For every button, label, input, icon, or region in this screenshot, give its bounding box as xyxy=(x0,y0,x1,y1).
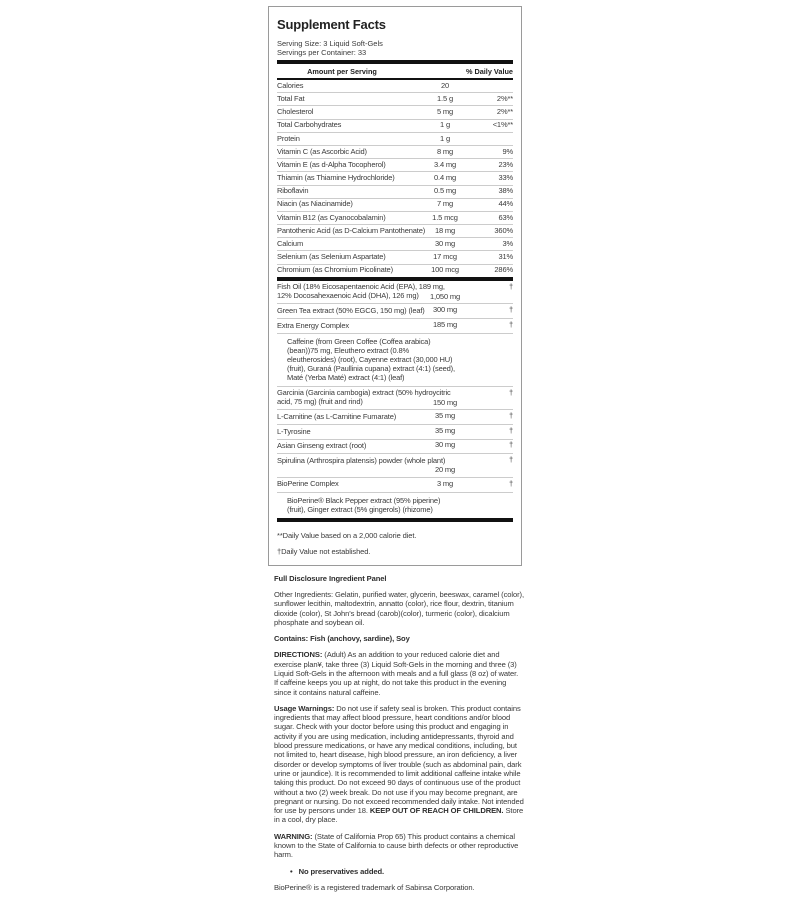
nutrient-daily-value: 31% xyxy=(498,252,513,262)
usage-warnings-text: Do not use if safety seal is broken. This product contains ingredients that may affect blood pressure, heart conditions and/or blood sugar. Check with your doctor before using this product and engaging in activity if you are using medication, including antidepressants, thyroid and blood pressure medications, or have any medical conditions, including, but not limited to, heart disease, high blood pressure, an iron deficiency, a liver disorder or develop symptoms of liver trouble (such as abdominal pain, dark urine or jaundice). It is recommended to limit additional caffeine intake while taking this product. Do not exceed 90 days of continuous use of the product without a two (2) week break. Do not use if you may become pregnant, are pregnant or nursing. Do not exceed recommended daily intake. Not intended for use by persons under 18. xyxy=(274,703,524,816)
botanical-name: Garcinia (Garcinia cambogia) extract (50% hydroycitric xyxy=(277,388,451,398)
botanical-name: Asian Ginseng extract (root) xyxy=(277,441,367,451)
nutrient-daily-value: 9% xyxy=(502,146,513,156)
nutrient-row xyxy=(277,237,513,250)
storage-text: Store in a cool, dry place. xyxy=(274,806,524,825)
nutrient-row xyxy=(277,132,513,145)
botanical-name: Spirulina (Arthrospira platensis) powder (whole plant) xyxy=(277,456,446,466)
botanical-row-l-carnitine xyxy=(277,410,513,425)
contains-statement: Contains: Fish (anchovy, sardine), Soy xyxy=(274,634,410,644)
botanical-table xyxy=(277,281,513,518)
nutrient-daily-value: 63% xyxy=(498,212,513,222)
full-disclosure-heading: Full Disclosure Ingredient Panel xyxy=(274,573,387,583)
botanical-name: Extra Energy Complex xyxy=(277,320,350,330)
botanical-name: L-Tyrosine xyxy=(277,426,311,436)
botanical-daily-value: † xyxy=(508,281,513,291)
nutrient-table xyxy=(277,80,513,277)
servings-per-container: Servings per Container: 33 xyxy=(277,48,367,57)
other-ingredients-text: Other Ingredients: Gelatin, purified water, glycerin, beeswax, caramel (color), sunflower lecithin, maltodextrin, annatto (color), rice flour, dextrin, titanium dioxide (color), St John's bread (carob)(color), turmeric (color), dicalcium phosphate and soybean oil. xyxy=(274,589,524,627)
nutrient-daily-value: <1%** xyxy=(492,120,513,130)
nutrient-row xyxy=(277,105,513,118)
botanical-daily-value: † xyxy=(508,455,513,465)
botanical-row-l-tyrosine xyxy=(277,425,513,440)
energy-complex-ingredients: Caffeine (from Green Coffee (Coffea arabica) (bean))75 mg, Eleuthero extract (0.8% eleutherosides) (root), Cayenne extract (30,000 HU) (fruit), Guraná (Paullinia cupana) extract (4:1) (seed), Maté (Yerba Maté) extract (4:1) (leaf) xyxy=(277,334,513,387)
serving-size: Serving Size: 3 Liquid Soft-Gels xyxy=(277,39,383,48)
botanical-amount: 150 mg xyxy=(432,397,458,407)
botanical-daily-value: † xyxy=(508,387,513,397)
nutrient-name: Total Carbohydrates xyxy=(277,120,342,130)
nutrient-amount: 3.4 mg xyxy=(433,159,457,169)
nutrient-name: Thiamin (as Thiamine Hydrochloride) xyxy=(277,173,395,183)
warning-label: WARNING: xyxy=(274,831,313,841)
botanical-amount: 20 mg xyxy=(434,465,456,475)
header-amount-per-serving: Amount per Serving xyxy=(307,66,377,76)
label-column xyxy=(268,6,524,899)
nutrient-name: Total Fat xyxy=(277,93,305,103)
botanical-daily-value: † xyxy=(508,304,513,314)
usage-warnings-paragraph xyxy=(274,704,524,825)
botanical-amount: 35 mg xyxy=(434,410,456,420)
botanical-daily-value: † xyxy=(508,410,513,420)
nutrient-row xyxy=(277,198,513,211)
nutrient-daily-value: 38% xyxy=(498,186,513,196)
nutrient-name: Vitamin B12 (as Cyanocobalamin) xyxy=(277,212,386,222)
nutrient-amount: 18 mg xyxy=(434,225,456,235)
botanical-row-bioperine-complex xyxy=(277,478,513,493)
nutrient-amount: 1.5 g xyxy=(437,93,453,103)
trademark-note: BioPerine® is a registered trademark of Sabinsa Corporation. xyxy=(274,882,475,892)
keep-out-of-reach-text: KEEP OUT OF REACH OF CHILDREN. xyxy=(369,806,504,816)
nutrient-daily-value: 286% xyxy=(494,265,513,275)
nutrient-daily-value: 33% xyxy=(498,173,513,183)
nutrient-row xyxy=(277,185,513,198)
nutrient-row xyxy=(277,158,513,171)
directions-text: (Adult) As an addition to your reduced calorie diet and exercise plan¥, take three (3) Liquid Soft-Gels in the morning and three (3) Liquid Soft-Gels in the afternoon with meals and a full glass (8 oz) of water. If caffeine keeps you up at night, do not take this product in the evening since it contains natural caffeine. xyxy=(274,650,519,697)
dagger-footnote: †Daily Value not established. xyxy=(277,546,371,556)
nutrient-name: Cholesterol xyxy=(277,107,314,117)
botanical-name: L-Carnitine (as L-Carnitine Fumarate) xyxy=(277,411,397,421)
nutrient-amount: 100 mcg xyxy=(431,265,459,275)
botanical-daily-value: † xyxy=(508,425,513,435)
botanical-daily-value: † xyxy=(508,478,513,488)
botanical-name: Green Tea extract (50% EGCG, 150 mg) (leaf) xyxy=(277,305,425,315)
nutrient-amount: 5 mg xyxy=(436,107,454,117)
botanical-name: Fish Oil (18% Eicosapentaenoic Acid (EPA), 189 mg, xyxy=(277,282,445,292)
botanical-amount: 30 mg xyxy=(434,440,456,450)
nutrient-daily-value: 23% xyxy=(498,159,513,169)
botanical-name: BioPerine Complex xyxy=(277,479,339,489)
disclosure-section xyxy=(274,574,524,893)
nutrient-daily-value: 2%** xyxy=(496,93,513,103)
nutrient-daily-value: 44% xyxy=(498,199,513,209)
botanical-amount: 35 mg xyxy=(434,425,456,435)
directions-paragraph xyxy=(274,650,524,696)
botanical-daily-value: † xyxy=(508,319,513,329)
nutrient-amount: 8 mg xyxy=(436,146,454,156)
nutrient-name: Pantothenic Acid (as D-Calcium Pantothenate) xyxy=(277,225,426,235)
botanical-row-fish-oil xyxy=(277,281,513,304)
botanical-amount: 300 mg xyxy=(432,304,458,314)
nutrient-name: Riboflavin xyxy=(277,186,309,196)
nutrient-daily-value: 2%** xyxy=(496,107,513,117)
botanical-daily-value: † xyxy=(508,440,513,450)
botanical-row-asian-ginseng xyxy=(277,440,513,455)
nutrient-name: Vitamin E (as d-Alpha Tocopherol) xyxy=(277,159,386,169)
nutrient-name: Niacin (as Niacinamide) xyxy=(277,199,353,209)
botanical-amount: 1,050 mg xyxy=(429,291,461,301)
botanical-row-green-tea xyxy=(277,304,513,319)
nutrient-amount: 0.4 mg xyxy=(433,173,457,183)
nutrient-amount: 1.5 mcg xyxy=(432,212,458,222)
nutrient-row xyxy=(277,250,513,263)
botanical-amount: 3 mg xyxy=(436,478,454,488)
prop65-warning-paragraph xyxy=(274,832,524,860)
nutrient-amount: 0.5 mg xyxy=(433,186,457,196)
botanical-row-extra-energy-complex xyxy=(277,319,513,334)
nutrient-row xyxy=(277,224,513,237)
daily-value-footnote: **Daily Value based on a 2,000 calorie diet. xyxy=(277,530,417,540)
botanical-row-garcinia xyxy=(277,387,513,410)
nutrient-daily-value: 360% xyxy=(494,225,513,235)
nutrient-amount: 30 mg xyxy=(434,239,456,249)
serving-info xyxy=(277,39,513,57)
nutrient-row xyxy=(277,211,513,224)
directions-label: DIRECTIONS: xyxy=(274,650,323,660)
supplement-facts-panel xyxy=(268,6,522,566)
nutrient-row xyxy=(277,80,513,92)
heavy-rule-bottom xyxy=(277,518,513,522)
nutrient-row xyxy=(277,145,513,158)
nutrient-amount: 1 g xyxy=(440,133,450,143)
nutrient-daily-value: 3% xyxy=(502,239,513,249)
warning-text: (State of California Prop 65) This product contains a chemical known to the State of California to cause birth defects or other reproductive harm. xyxy=(274,831,519,860)
nutrient-name: Protein xyxy=(277,133,300,143)
botanical-row-spirulina xyxy=(277,454,513,477)
nutrient-amount: 20 xyxy=(440,80,450,90)
no-preservatives-bullet: • No preservatives added. xyxy=(274,867,524,876)
nutrient-name: Calcium xyxy=(277,239,304,249)
column-header-row xyxy=(277,64,513,80)
botanical-amount: 185 mg xyxy=(432,319,458,329)
panel-title: Supplement Facts xyxy=(277,17,386,32)
botanical-name-line2: 12% Docosahexaenoic Acid (DHA), 126 mg) xyxy=(277,291,419,300)
nutrient-name: Selenium (as Selenium Aspartate) xyxy=(277,252,386,262)
nutrient-row xyxy=(277,92,513,105)
nutrient-row xyxy=(277,171,513,184)
bioperine-complex-ingredients: BioPerine® Black Pepper extract (95% piperine) (fruit), Ginger extract (5% gingerols) (rhizome) xyxy=(287,495,441,514)
nutrient-amount: 17 mcg xyxy=(433,252,457,262)
nutrient-name: Calories xyxy=(277,80,304,90)
nutrient-name: Chromium (as Chromium Picolinate) xyxy=(277,265,393,275)
nutrient-row xyxy=(277,264,513,277)
footnotes xyxy=(277,531,513,559)
botanical-name-line2: acid, 75 mg) (fruit and rind) xyxy=(277,396,363,406)
nutrient-amount: 7 mg xyxy=(436,199,454,209)
usage-warnings-label: Usage Warnings: xyxy=(274,703,335,713)
nutrient-name: Vitamin C (as Ascorbic Acid) xyxy=(277,146,367,156)
header-daily-value: % Daily Value xyxy=(465,66,513,76)
nutrient-row xyxy=(277,119,513,132)
nutrient-amount: 1 g xyxy=(440,120,450,130)
